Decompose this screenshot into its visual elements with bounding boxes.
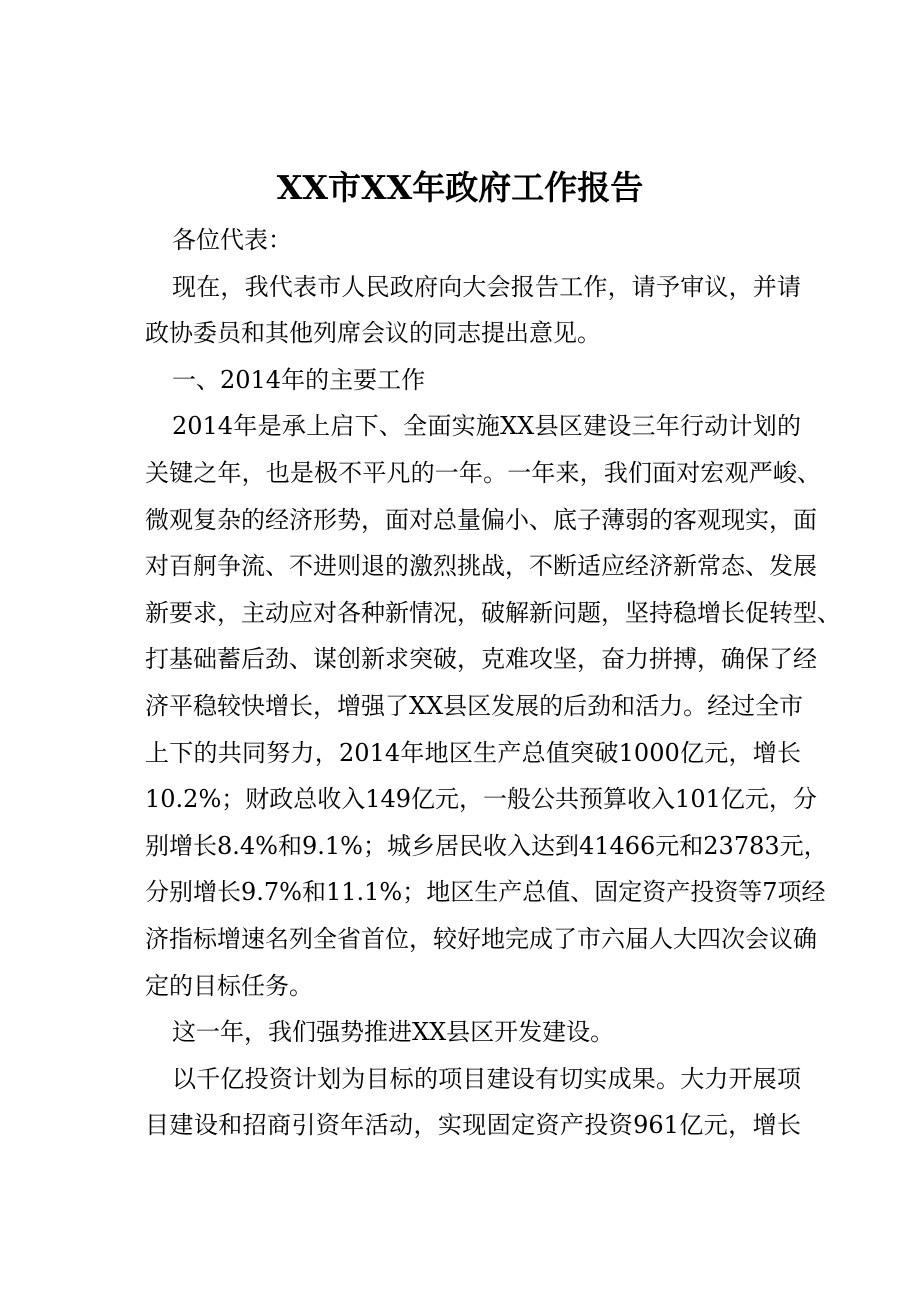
paragraph-line: 现在，我代表市人民政府向大会报告工作，请予审议，并请	[172, 272, 801, 301]
paragraph-line: 别增长8.4%和9.1%；城乡居民收入达到41466元和23783元，	[145, 831, 828, 860]
paragraph-line: 打基础蓄后劲、谋创新求突破，克难攻坚，奋力拼搏，确保了经	[145, 645, 817, 674]
paragraph-line: 微观复杂的经济形势，面对总量偏小、底子薄弱的客观现实，面	[145, 505, 817, 534]
section-heading: 一、2014年的主要工作	[172, 365, 426, 394]
paragraph-line: 济指标增速名列全省首位，较好地完成了市六届人大四次会议确	[145, 924, 817, 953]
paragraph-line: 对百舸争流、不进则退的激烈挑战，不断适应经济新常态、发展	[145, 552, 817, 581]
salutation: 各位代表：	[172, 226, 292, 254]
paragraph-line: 政协委员和其他列席会议的同志提出意见。	[145, 319, 601, 348]
paragraph-line: 10.2%；财政总收入149亿元，一般公共预算收入101亿元，分	[145, 785, 817, 814]
paragraph-line: 以千亿投资计划为目标的项目建设有切实成果。大力开展项	[172, 1064, 801, 1093]
paragraph-line: 目建设和招商引资年活动，实现固定资产投资961亿元，增长	[145, 1111, 801, 1140]
paragraph-line: 济平稳较快增长，增强了XX县区发展的后劲和活力。经过全市	[145, 691, 804, 720]
paragraph-line: 定的目标任务。	[145, 971, 313, 1000]
document-body	[145, 217, 841, 1149]
paragraph-line: 分别增长9.7%和11.1%；地区生产总值、固定资产投资等7项经	[145, 878, 826, 907]
paragraph-line: 关键之年，也是极不平凡的一年。一年来，我们面对宏观严峻、	[145, 458, 821, 487]
paragraph-line: 新要求，主动应对各种新情况，破解新问题，坚持稳增长促转型、	[145, 598, 841, 627]
paragraph-line: 这一年，我们强势推进XX县区开发建设。	[172, 1018, 615, 1047]
document-title: XX市XX年政府工作报告	[276, 168, 644, 207]
paragraph-line: 2014年是承上启下、全面实施XX县区建设三年行动计划的	[172, 412, 801, 441]
paragraph-line: 上下的共同努力，2014年地区生产总值突破1000亿元，增长	[145, 738, 801, 767]
